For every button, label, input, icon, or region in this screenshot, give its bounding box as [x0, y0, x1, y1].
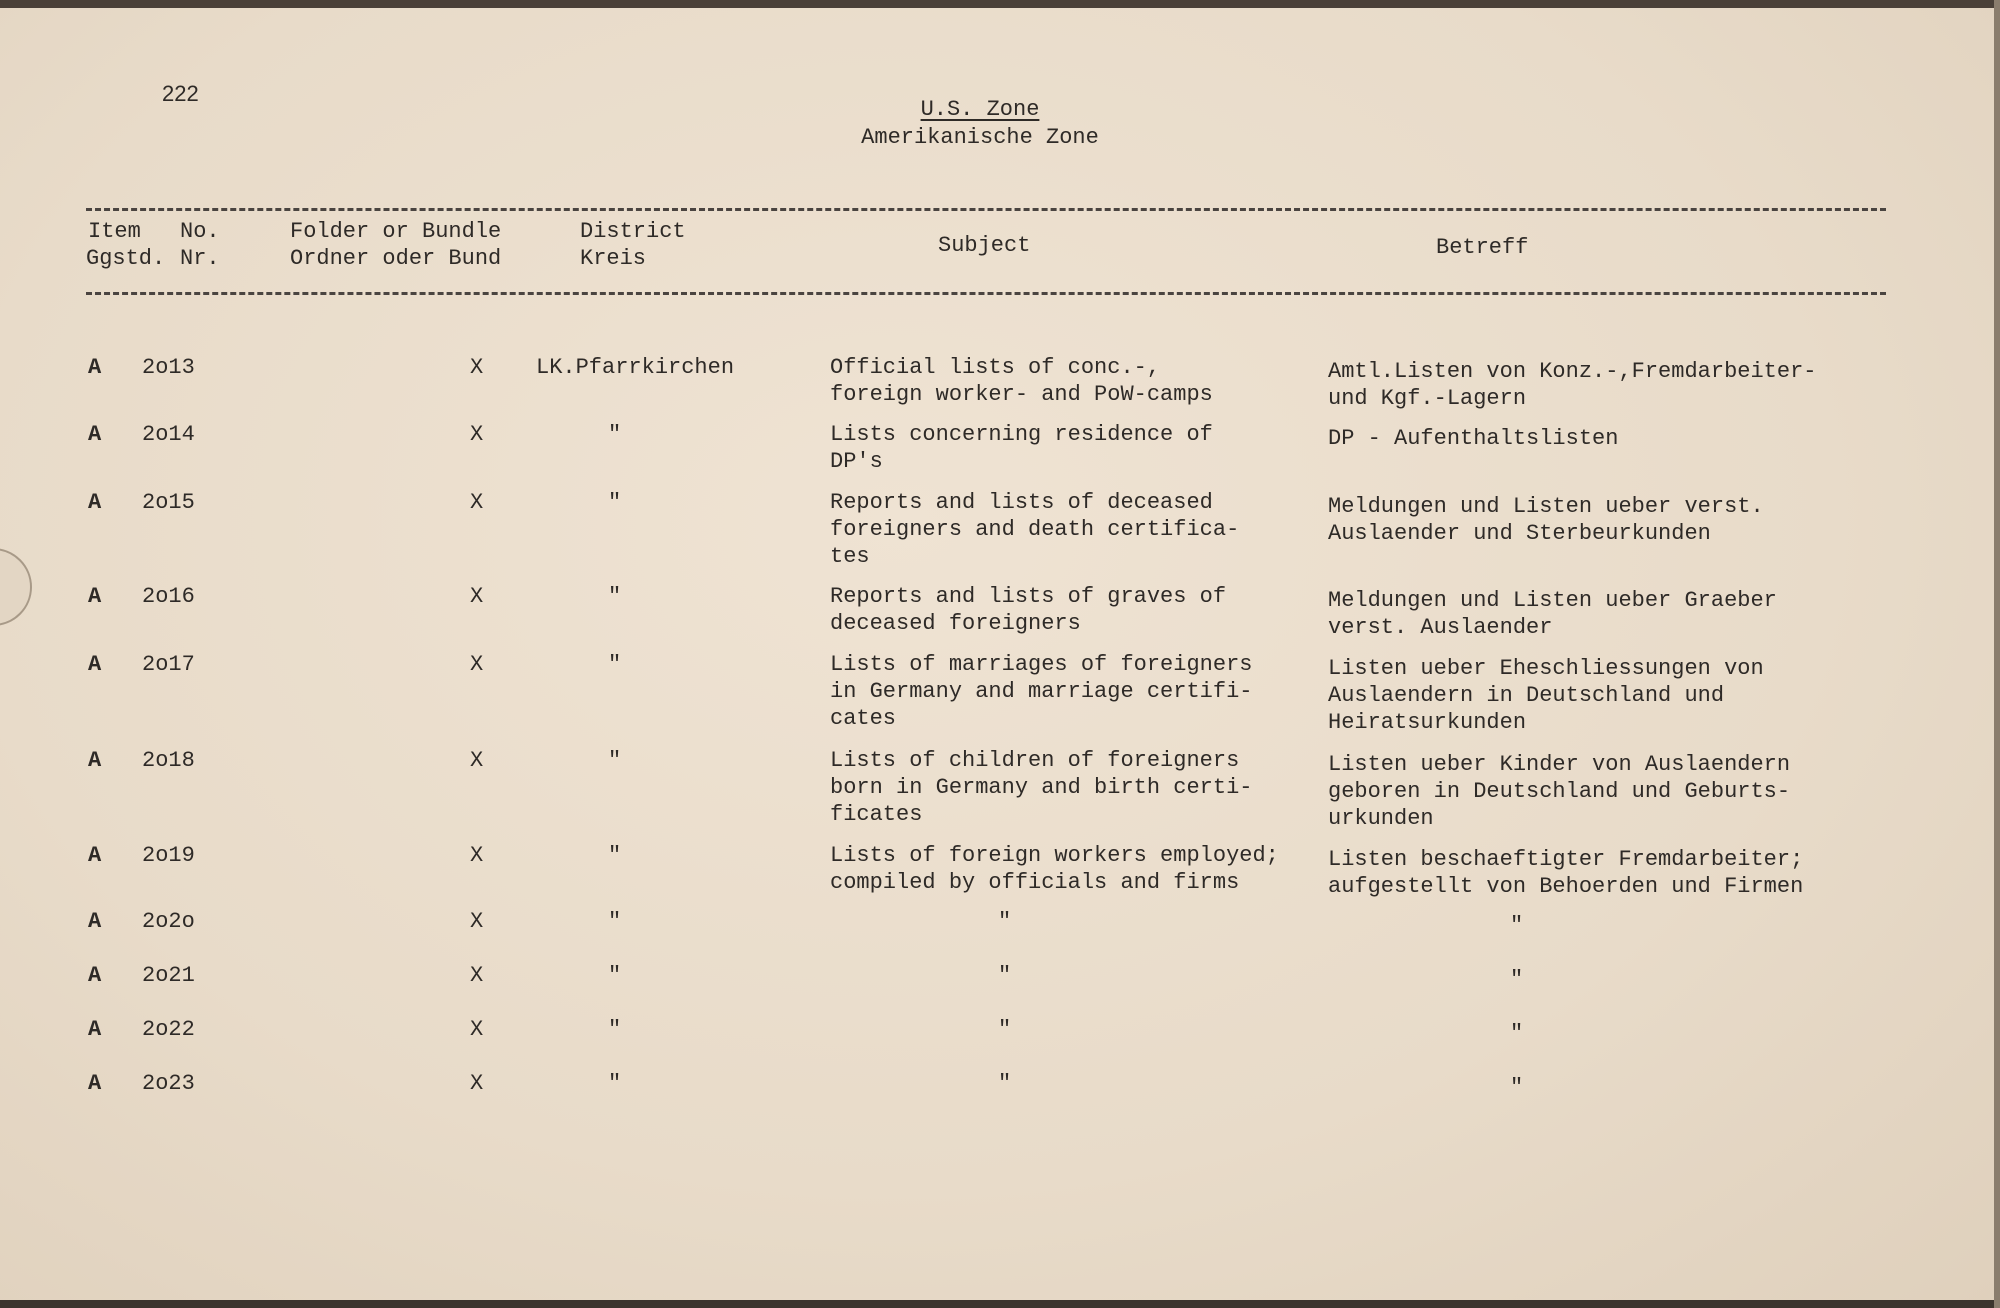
district-cell: ": [608, 963, 622, 988]
header-subject: Subject: [938, 233, 1031, 258]
folder-cell: X: [470, 963, 484, 988]
item-cell: A: [88, 909, 102, 934]
item-cell: A: [88, 1017, 102, 1042]
district-cell: ": [608, 748, 622, 773]
header-betreff: Betreff: [1436, 235, 1529, 260]
subject-cell: Lists of foreign workers employed; compiled by officials and firms: [830, 843, 1279, 895]
betreff-cell: ": [1510, 1075, 1524, 1100]
folder-cell: X: [470, 1071, 484, 1096]
number-cell: 2o22: [142, 1017, 195, 1042]
header-item-de: Ggstd.: [86, 246, 166, 271]
betreff-cell: Listen beschaeftigter Fremdarbeiter; aufgestellt von Behoerden und Firmen: [1328, 847, 1804, 899]
header-no-de: Nr.: [180, 246, 220, 271]
header-district-en: District: [580, 219, 686, 244]
page-number: 222: [162, 81, 199, 106]
scan-edge-top: [0, 0, 2000, 8]
item-cell: A: [88, 1071, 102, 1096]
header-rule-top: [86, 208, 1886, 211]
item-cell: A: [88, 652, 102, 677]
district-cell: ": [608, 1017, 622, 1042]
subject-cell: Reports and lists of graves of deceased foreigners: [830, 584, 1227, 636]
betreff-cell: ": [1510, 913, 1524, 938]
subject-cell: Lists of children of foreigners born in Germany and birth certi- ficates: [830, 748, 1253, 827]
subject-cell: Lists of marriages of foreigners in Germany and marriage certifi- cates: [830, 652, 1253, 731]
district-cell: LK.Pfarrkirchen: [536, 355, 735, 380]
item-cell: A: [88, 963, 102, 988]
betreff-cell: Listen ueber Kinder von Auslaendern geboren in Deutschland und Geburts- urkunden: [1328, 752, 1791, 831]
number-cell: 2o2o: [142, 909, 195, 934]
district-cell: ": [608, 490, 622, 515]
subject-cell: Official lists of conc.-, foreign worker- and PoW-camps: [830, 355, 1213, 407]
item-cell: A: [88, 355, 102, 380]
number-cell: 2o13: [142, 355, 195, 380]
header-no-en: No.: [180, 219, 220, 244]
betreff-cell: Meldungen und Listen ueber verst. Auslaender und Sterbeurkunden: [1328, 494, 1764, 546]
number-cell: 2o23: [142, 1071, 195, 1096]
number-cell: 2o17: [142, 652, 195, 677]
folder-cell: X: [470, 748, 484, 773]
header-district-de: Kreis: [580, 246, 647, 271]
scan-edge-right: [1994, 0, 2000, 1308]
district-cell: ": [608, 909, 622, 934]
subject-cell: ": [998, 1071, 1012, 1096]
zone-title: U.S. Zone: [920, 97, 1040, 122]
subject-cell: ": [998, 1017, 1012, 1042]
number-cell: 2o21: [142, 963, 195, 988]
betreff-cell: Meldungen und Listen ueber Graeber verst. Auslaender: [1328, 588, 1777, 640]
betreff-cell: ": [1510, 967, 1524, 992]
scan-edge-bottom: [0, 1300, 2000, 1308]
district-cell: ": [608, 843, 622, 868]
item-cell: A: [88, 843, 102, 868]
folder-cell: X: [470, 1017, 484, 1042]
header-folder-en: Folder or Bundle: [290, 219, 502, 244]
district-cell: ": [608, 584, 622, 609]
number-cell: 2o19: [142, 843, 195, 868]
header-item-en: Item: [88, 219, 141, 244]
item-cell: A: [88, 490, 102, 515]
folder-cell: X: [470, 584, 484, 609]
number-cell: 2o15: [142, 490, 195, 515]
betreff-cell: Listen ueber Eheschliessungen von Auslaendern in Deutschland und Heiratsurkunden: [1328, 656, 1764, 735]
folder-cell: X: [470, 909, 484, 934]
number-cell: 2o18: [142, 748, 195, 773]
zone-subtitle: Amerikanische Zone: [861, 125, 1099, 150]
folder-cell: X: [470, 355, 484, 380]
binder-tab-notch: [0, 548, 32, 626]
district-cell: ": [608, 1071, 622, 1096]
subject-cell: Lists concerning residence of DP's: [830, 422, 1213, 474]
item-cell: A: [88, 748, 102, 773]
subject-cell: ": [998, 909, 1012, 934]
subject-cell: Reports and lists of deceased foreigners and death certifica- tes: [830, 490, 1240, 569]
folder-cell: X: [470, 422, 484, 447]
header-folder-de: Ordner oder Bund: [290, 246, 502, 271]
folder-cell: X: [470, 652, 484, 677]
folder-cell: X: [470, 843, 484, 868]
betreff-cell: ": [1510, 1021, 1524, 1046]
betreff-cell: DP - Aufenthaltslisten: [1328, 426, 1619, 451]
district-cell: ": [608, 422, 622, 447]
header-rule-bottom: [86, 292, 1886, 295]
district-cell: ": [608, 652, 622, 677]
number-cell: 2o14: [142, 422, 195, 447]
number-cell: 2o16: [142, 584, 195, 609]
betreff-cell: Amtl.Listen von Konz.-,Fremdarbeiter- und Kgf.-Lagern: [1328, 359, 1817, 411]
folder-cell: X: [470, 490, 484, 515]
subject-cell: ": [998, 963, 1012, 988]
item-cell: A: [88, 584, 102, 609]
item-cell: A: [88, 422, 102, 447]
